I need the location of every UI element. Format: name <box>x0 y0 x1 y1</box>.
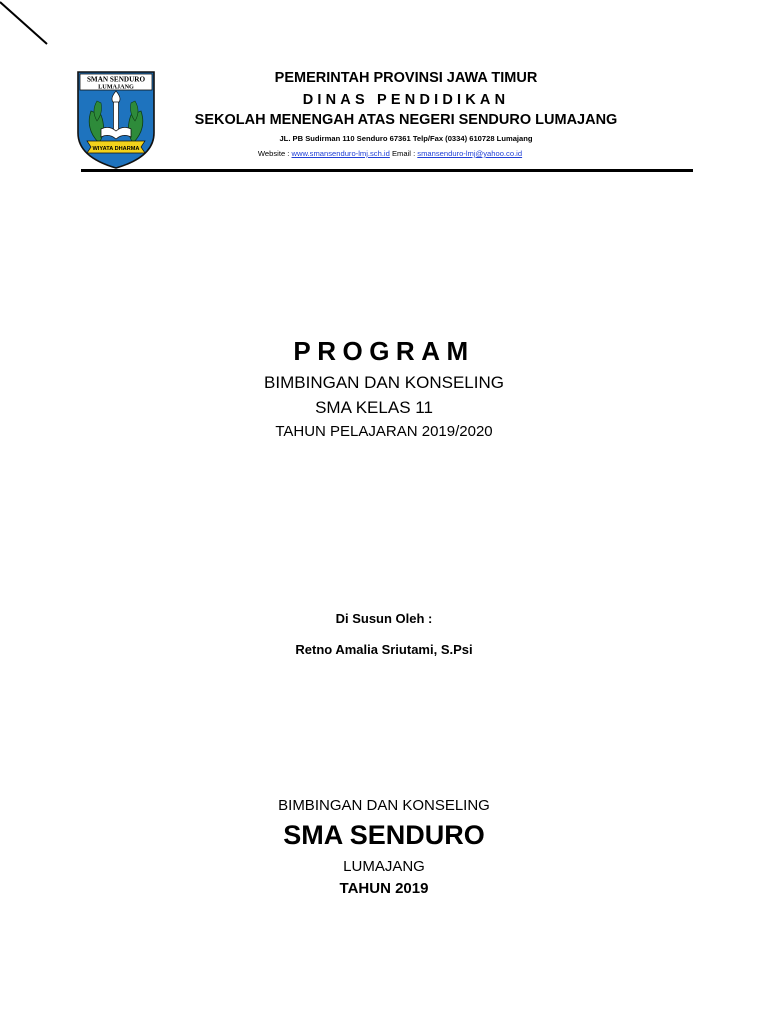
email-label: Email : <box>389 149 418 158</box>
logo-ribbon-text: WIYATA DHARMA <box>92 146 140 152</box>
school-line: SEKOLAH MENENGAH ATAS NEGERI SENDURO LUMAJANG <box>194 112 618 128</box>
author-label: Di Susun Oleh : <box>335 611 433 626</box>
email-link[interactable]: smansenduro-lmj@yahoo.co.id <box>417 149 523 158</box>
gov-line: PEMERINTAH PROVINSI JAWA TIMUR <box>274 70 538 86</box>
corner-line <box>0 0 60 60</box>
website-label: Website : <box>257 149 292 158</box>
footer-year: TAHUN 2019 <box>339 880 429 897</box>
subtitle-class: SMA KELAS 11 <box>315 398 433 417</box>
logo-top-text: SMAN SENDURO <box>86 75 146 84</box>
contact-line <box>140 149 640 158</box>
logo-sub-text: LUMAJANG <box>98 83 134 91</box>
header-rule <box>81 169 693 172</box>
document-title: PROGRAM <box>293 336 475 366</box>
author-name: Retno Amalia Sriutami, S.Psi <box>295 642 473 657</box>
website-link[interactable]: www.smansenduro-lmj.sch.id <box>291 149 390 158</box>
footer-program: BIMBINGAN DAN KONSELING <box>278 797 490 814</box>
subtitle-year: TAHUN PELAJARAN 2019/2020 <box>275 423 493 440</box>
footer-school: SMA SENDURO <box>283 820 485 850</box>
footer-city: LUMAJANG <box>343 858 425 875</box>
address-line: JL. PB Sudirman 110 Senduro 67361 Telp/Fax (0334) 610728 Lumajang <box>279 134 533 143</box>
dept-line: DINAS PENDIDIKAN <box>302 92 510 108</box>
subtitle-program: BIMBINGAN DAN KONSELING <box>264 373 504 392</box>
